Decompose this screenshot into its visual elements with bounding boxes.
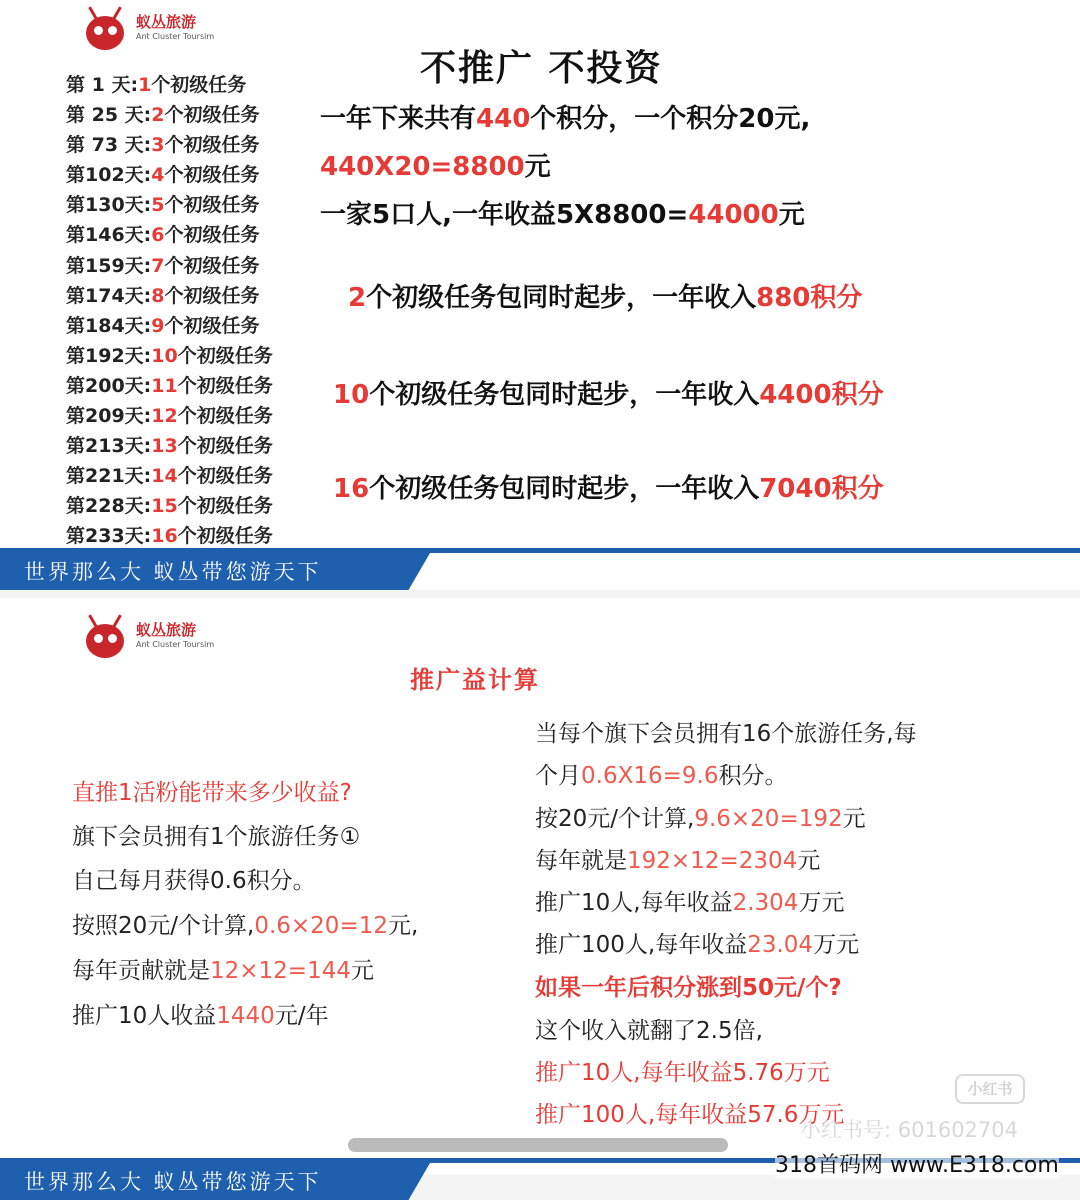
- slide2-title: 推广益计算: [410, 666, 540, 694]
- brand-name-cn: 蚁丛旅游: [136, 13, 197, 31]
- left-line: 推广10人收益1440元/年: [72, 1003, 329, 1029]
- family-income-line: 一家5口人,一年收益5X8800=44000元: [320, 200, 805, 230]
- slide-no-promotion: [0, 0, 1080, 590]
- day-item: 第130天:5个初级任务: [66, 194, 260, 217]
- day-schedule-list: [66, 70, 273, 552]
- day-item: 第213天:13个初级任务: [66, 435, 273, 458]
- right-line: 每年就是192×12=2304元: [535, 848, 821, 874]
- day-item: 第174天:8个初级任务: [66, 284, 260, 307]
- right-line: 推广100人,每年收益23.04万元: [535, 932, 860, 958]
- right-question: 如果一年后积分涨到50元/个?: [535, 975, 842, 1001]
- right-line: 推广10人,每年收益2.304万元: [535, 890, 845, 916]
- day-item: 第 25 天:2个初级任务: [66, 104, 260, 127]
- banner-slogan: 世界那么大 蚁丛带您游天下: [24, 560, 322, 584]
- right-line: 推广10人,每年收益5.76万元: [535, 1060, 830, 1086]
- calc-line: 440X20=8800元: [320, 152, 551, 182]
- day-item: 第221天:14个初级任务: [66, 465, 273, 488]
- pack-line: 10个初级任务包同时起步，一年收入4400积分: [333, 380, 884, 410]
- total-points-line: 一年下来共有440个积分，一个积分20元,: [320, 104, 811, 134]
- left-line: 旗下会员拥有1个旅游任务①: [72, 824, 361, 850]
- day-item: 第146天:6个初级任务: [66, 224, 260, 247]
- banner-slogan: 世界那么大 蚁丛带您游天下: [24, 1170, 322, 1194]
- day-item: 第102天:4个初级任务: [66, 164, 260, 187]
- day-item: 第233天:16个初级任务: [66, 525, 273, 548]
- brand-name-en: Ant Cluster Toursim: [136, 32, 215, 41]
- question-heading: 直推1活粉能带来多少收益?: [72, 780, 352, 806]
- site-watermark: 318首码网 www.E318.com: [775, 1148, 1059, 1179]
- brand-name-en: Ant Cluster Toursim: [136, 640, 215, 649]
- day-item: 第228天:15个初级任务: [66, 495, 273, 518]
- pack-line: 16个初级任务包同时起步，一年收入7040积分: [333, 474, 884, 504]
- right-line: 个月0.6X16=9.6积分。: [535, 763, 788, 789]
- xiaohongshu-badge: 小红书: [955, 1074, 1025, 1104]
- brand-name-cn: 蚁丛旅游: [136, 621, 197, 639]
- right-line: 按20元/个计算,9.6×20=192元: [535, 806, 866, 832]
- day-item: 第159天:7个初级任务: [66, 254, 260, 277]
- day-item: 第 73 天:3个初级任务: [66, 134, 260, 157]
- horizontal-scrollbar[interactable]: [348, 1138, 728, 1152]
- account-watermark: 小红书号: 601602704: [800, 1118, 1018, 1142]
- left-line: 按照20元/个计算,0.6×20=12元,: [72, 913, 419, 939]
- left-line: 每年贡献就是12×12=144元: [72, 958, 374, 984]
- day-item: 第209天:12个初级任务: [66, 405, 273, 428]
- slide1-headline: 不推广 不投资: [420, 48, 663, 89]
- right-line: 推广100人,每年收益57.6万元: [535, 1102, 845, 1128]
- slide1-banner: [0, 548, 1080, 590]
- brand-logo: [78, 614, 214, 658]
- slide-promotion-calc: [0, 598, 1080, 1194]
- right-line: 当每个旗下会员拥有16个旅游任务,每: [535, 721, 917, 747]
- day-item: 第200天:11个初级任务: [66, 374, 273, 397]
- left-line: 自己每月获得0.6积分。: [72, 868, 316, 894]
- ant-logo-icon: [78, 614, 132, 658]
- day-item: 第 1 天:1个初级任务: [66, 74, 247, 96]
- day-item: 第184天:9个初级任务: [66, 314, 260, 337]
- brand-logo: [78, 6, 214, 50]
- right-line: 这个收入就翻了2.5倍,: [535, 1018, 763, 1044]
- pack-line: 2个初级任务包同时起步，一年收入880积分: [348, 283, 863, 313]
- ant-logo-icon: [78, 6, 132, 50]
- day-item: 第192天:10个初级任务: [66, 344, 273, 367]
